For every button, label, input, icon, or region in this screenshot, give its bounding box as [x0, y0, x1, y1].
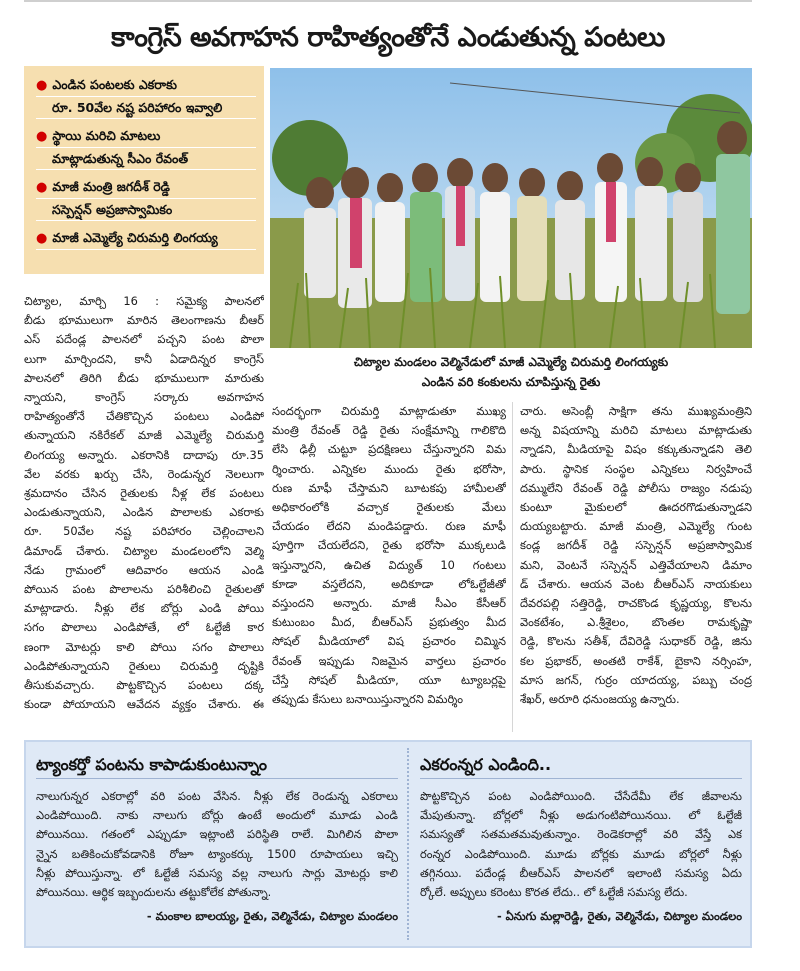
article-line: చేస్తే సోషల్ మీడియా, యూ ట్యూబర్లపై [272, 672, 506, 687]
article-column-1 [24, 292, 264, 714]
quote-line: ఎండిపోయింది. నాకు నాలుగు బోర్లు ఉంటే అందులో మూడు ఎండి [36, 808, 398, 823]
article-line: నేడు గ్రామంలో ఆదివారం ఆయన ఎండి [24, 562, 264, 577]
article-line: లింగయ్య అన్నారు. ఎకరానికి దాదాపు రూ.35 [24, 447, 264, 462]
highlight-text: రూ. 50వేల నష్ట పరిహారం ఇవ్వాలి [36, 97, 256, 119]
headline: కాంగ్రెస్ అవగాహన రాహిత్యంతోనే ఎండుతున్న పంటలు [111, 22, 665, 53]
article-line: రేవంత్ ఇప్పుడు నిజమైన వార్తలు ప్రచారం [272, 653, 506, 668]
article-line: బీడు భూములుగా మారిన తెలంగాణను బీఆర్ [24, 313, 264, 328]
article-line: ఎండిపోతున్నాయని రైతులు చిరుమర్తి దృష్టికి [24, 658, 264, 673]
quote-line: న్నైన బతికించుకోవడానికి రోజూ ట్యాంకర్కు 1500 రూపాయలు ఇచ్చి [36, 846, 398, 861]
photo-caption [270, 352, 752, 396]
article-line: అన్న విషయాన్ని మరిచి మాటలు మాట్లాడుతు [520, 423, 752, 438]
quote-body [36, 787, 398, 902]
quote-line: నాలుగున్నర ఎకరాల్లో వరి పంట వేసిన. నీళ్లు లేక రెండున్న ఎకరాలు [36, 789, 398, 803]
article-line: పారు. స్థానిక సంస్థల ఎన్నికలు నిర్వహించే [520, 461, 752, 476]
article-column-2 [272, 402, 506, 709]
farmer-quote-right [420, 752, 742, 926]
article-line: ఎండుతున్నాయని, ఎండిన పొలాలకు ఎకరాకు [24, 505, 264, 520]
article-line: ఇస్తున్నారని, ఉచిత విద్యుత్ 10 గంటలు [272, 557, 506, 572]
article-line: లేసి ఢిల్లీ చుట్టూ ప్రదక్షిణలు చేస్తున్నారని విమ [272, 442, 506, 457]
article-column-3 [520, 402, 752, 709]
article-line: రెడ్డి, కొలను సతీశ్, దేవిరెడ్డి సుధాకర్ రెడ్డి, జిను [520, 634, 752, 649]
article-line: మంత్రి రేవంత్ రెడ్డి రైతు సంక్షేమాన్ని గాలికొది [272, 423, 506, 438]
article-line: డిమాండ్ చేశారు. చిట్యాల మండలంలోని వెల్మి [24, 543, 264, 558]
article-line: కల ప్రభాకర్, అంతటి రాకేశ్, బైకాని నర్సింహ, [520, 653, 752, 668]
article-line: చారు. అసెంబ్లీ సాక్షిగా తను ముఖ్యమంత్రిని [520, 404, 752, 418]
highlight-item [36, 74, 256, 119]
article-line: చిట్యాల, మార్చి 16 : సమైక్య పాలనలో [24, 294, 264, 308]
article-line: న్నాడని, మీడియాపై విషం కక్కుతున్నాడని తెలి [520, 442, 752, 457]
quote-line: పోయినయి. గతంలో ఎప్పుడూ ఇట్లాంటి పరిస్థితి రాలే. మిగిలిన పొలా [36, 827, 398, 842]
highlight-text: సస్పెన్షన్ అప్రజాస్వామికం [36, 199, 256, 221]
quotes-divider [407, 748, 409, 940]
bullet-dot-icon: ● [36, 78, 48, 93]
quote-line: నీళ్లు పోయిస్తున్నా. లో ఓల్టేజీ సమస్య వల్ల నాలుగు సార్లు మోటర్లు కాలి [36, 865, 398, 880]
article-line: రూ. 50వేల నష్ట పరిహారం చెల్లించాలని [24, 524, 264, 539]
article-line: మాట్లాడారు. నీళ్లు లేక బోర్లు ఎండి పోయి [24, 601, 264, 616]
article-line: రుణ మాఫీ చేస్తామని బూటకపు హామీలతో [272, 480, 506, 495]
article-line: సగం పొలాలు ఎండిపోతే, లో ఓల్టేజీ కార [24, 620, 264, 635]
article-line: తీసుకువచ్చారు. పొట్టకొచ్చిన పంటలు దక్క [24, 678, 264, 693]
article-line: ణంగా మోటర్లు కాలి పోయి సగం పొలాలు [24, 639, 264, 654]
highlight-item [36, 176, 256, 221]
article-line: ర్శించారు. ఎన్నికల ముందు రైతు భరోసా, [272, 461, 506, 476]
article-line: దుయ్యబట్టారు. మాజీ మంత్రి, ఎమ్మెల్యే గుంట [520, 519, 752, 534]
article-line: సందర్భంగా చిరుమర్తి మాట్లాడుతూ ముఖ్య [272, 404, 506, 418]
quote-line: పోయినయి. ఆర్థిక ఇబ్బందులను తట్టుకోలేక పోతున్నా. [36, 885, 272, 900]
highlight-text: మాజీ ఎమ్మెల్యే చిరుమర్తి లింగయ్య [52, 230, 218, 245]
article-line: కూడా వస్తలేదని, అదికూడా లోఓల్టేజీతో [272, 576, 506, 591]
article-line: కుండా పోయాయని ఆవేదన వ్యక్తం చేశారు. ఈ [24, 697, 264, 712]
farmer-quote-left [36, 752, 398, 926]
quote-signature: - ఏనుగు మల్లారెడ్డి, రైతు, వెల్మినేడు, చిట్యాల మండలం [496, 909, 742, 924]
article-line: రాహిత్యంతోనే చేతికొచ్చిన పంటలు ఎండిపో [24, 409, 264, 424]
article-line: న్నాయని, కాంగ్రెస్ సర్కారు అవగాహన [24, 390, 264, 405]
article-line: మని, వెంటనే సస్పెన్షన్ ఎత్తివేయాలని డిమాం [520, 557, 752, 572]
article-line: చేయడం లేదని మండిపడ్డారు. రుణ మాఫీ [272, 519, 506, 534]
article-line: డ్ చేశారు. ఆయన వెంట బీఆర్ఎస్ నాయకులు [520, 576, 752, 591]
caption-line: ఎండిన వరి కంకులను చూపిస్తున్న రైతు [421, 375, 601, 389]
bullet-dot-icon: ● [36, 180, 48, 195]
quote-line: రంన్నర ఎండిపోయింది. మూడు బోర్లకు మూడు బోర్లలో నీళ్లు [420, 846, 742, 861]
article-line: మాస జగన్, గుర్రం యాదయ్య, పబ్బు చంద్ర [520, 672, 752, 687]
top-rule [24, 0, 752, 2]
article-line: పాలనలో తిరిగి బీడు భూములుగా మారుతు [24, 370, 264, 385]
quote-line: పొట్టకొచ్చిన పంట ఎండిపోయింది. చేసేదేమీ లేక జీవాలను [420, 789, 742, 803]
article-line: సోషల్ మీడియాలో విష ప్రచారం చిమ్మిన [272, 634, 506, 649]
article-line: అధికారంలోకి వచ్చాక రైతులకు మేలు [272, 500, 506, 515]
quote-line: ర్కోలే. అప్పులు కరెంటు కొరత లేదు.. లో ఓల్టేజీ సమస్య లేదు. [420, 885, 688, 900]
article-line: దమ్ములేని రేవంత్ రెడ్డి పోలీసు రాజ్యం నడుపు [520, 480, 752, 495]
bullet-dot-icon: ● [36, 129, 48, 144]
quote-line: తగ్గినయి. పదేండ్ల బీఆర్ఎస్ పాలనలో ఇలాంటి సమస్య ఏదు [420, 865, 742, 880]
article-line: పూర్తిగా చేయలేదని, రైతు భరోసా ముక్కలుడి [272, 538, 506, 553]
article-line: పోయిన పంట పొలాలను పరిశీలించి రైతులతో [24, 582, 264, 597]
highlight-text: మాట్లాడుతున్న సీఎం రేవంత్ [36, 148, 256, 170]
quote-title: ఎకరంన్నర ఎండింది.. [420, 752, 742, 779]
quote-signature: - మంకాల బాలయ్య, రైతు, వెల్మినేడు, చిట్యాల మండలం [146, 909, 398, 924]
article-line: వేల వరకు ఖర్చు చేసి, రెండున్నర నెలలుగా [24, 466, 264, 481]
news-photo [270, 68, 752, 348]
article-line: దేవరపల్లి సత్తిరెడ్డి, రాచకొండ కృష్ణయ్య, కొలను [520, 596, 752, 611]
article-line: వస్తుందని అన్నారు. మాజీ సీఎం కేసీఆర్ [272, 596, 506, 611]
highlight-item [36, 227, 256, 250]
column-divider [512, 402, 513, 732]
highlight-text: స్థాయి మరిచి మాటలు [52, 128, 161, 143]
bullet-dot-icon: ● [36, 231, 48, 246]
article-line: శేఖర్, అరూరి ధనుంజయ్య ఉన్నారు. [520, 692, 680, 707]
highlight-text: ఎండిన పంటలకు ఎకరాకు [52, 77, 177, 92]
quote-line: సమస్యతో సతమతమవుతున్నాం. రెండెకరాల్లో వరి వేస్తే ఎక [420, 827, 742, 842]
highlight-item [36, 125, 256, 170]
article-line: కండ్ల జగదీశ్ రెడ్డి సస్పెన్షన్ అప్రజాస్వామిక [520, 538, 752, 553]
article-line: కుంటూ మైకులలో ఊదరగొడుతున్నాడని [520, 500, 752, 515]
article-line: తప్పుడు కేసులు బనాయిస్తున్నారని విమర్శిం [272, 692, 464, 707]
article-line: తున్నాయని నకిరేకల్ మాజీ ఎమ్మెల్యే చిరుమర్తి [24, 428, 264, 443]
quote-body [420, 787, 742, 902]
article-line: ఎస్ పదేండ్ల పాలనలో పచ్చని పంట పొలా [24, 332, 264, 347]
caption-line: చిట్యాల మండలం వెల్మినేడులో మాజీ ఎమ్మెల్యే చిరుమర్తి లింగయ్యకు [353, 355, 669, 369]
article-line: లుగా మార్చిందని, కానీ ఏడాదిన్నర కాంగ్రెస్ [24, 351, 264, 366]
quote-title: ట్యాంకర్తో పంటను కాపాడుకుంటున్నాం [36, 752, 398, 779]
article-line: శ్రమదానం చేసిన రైతులకు నీళ్ల లేక పంటలు [24, 486, 264, 501]
highlights-box [24, 66, 264, 274]
highlight-text: మాజీ మంత్రి జగదీశ్ రెడ్డి [52, 179, 170, 194]
quote-line: మేపుతున్నా. బోర్లలో నీళ్లు అడుగంటిపోయినయి. లో ఓల్టేజీ [420, 808, 742, 823]
field-photo-illustration [270, 68, 752, 348]
article-line: వెంకటేశం, ఎ.శ్రీశైలం, బొంతల రామకృష్ణా [520, 615, 752, 630]
article-line: కుటుంబం మీద, బీఆర్ఎస్ ప్రభుత్వం మీద [272, 615, 506, 630]
